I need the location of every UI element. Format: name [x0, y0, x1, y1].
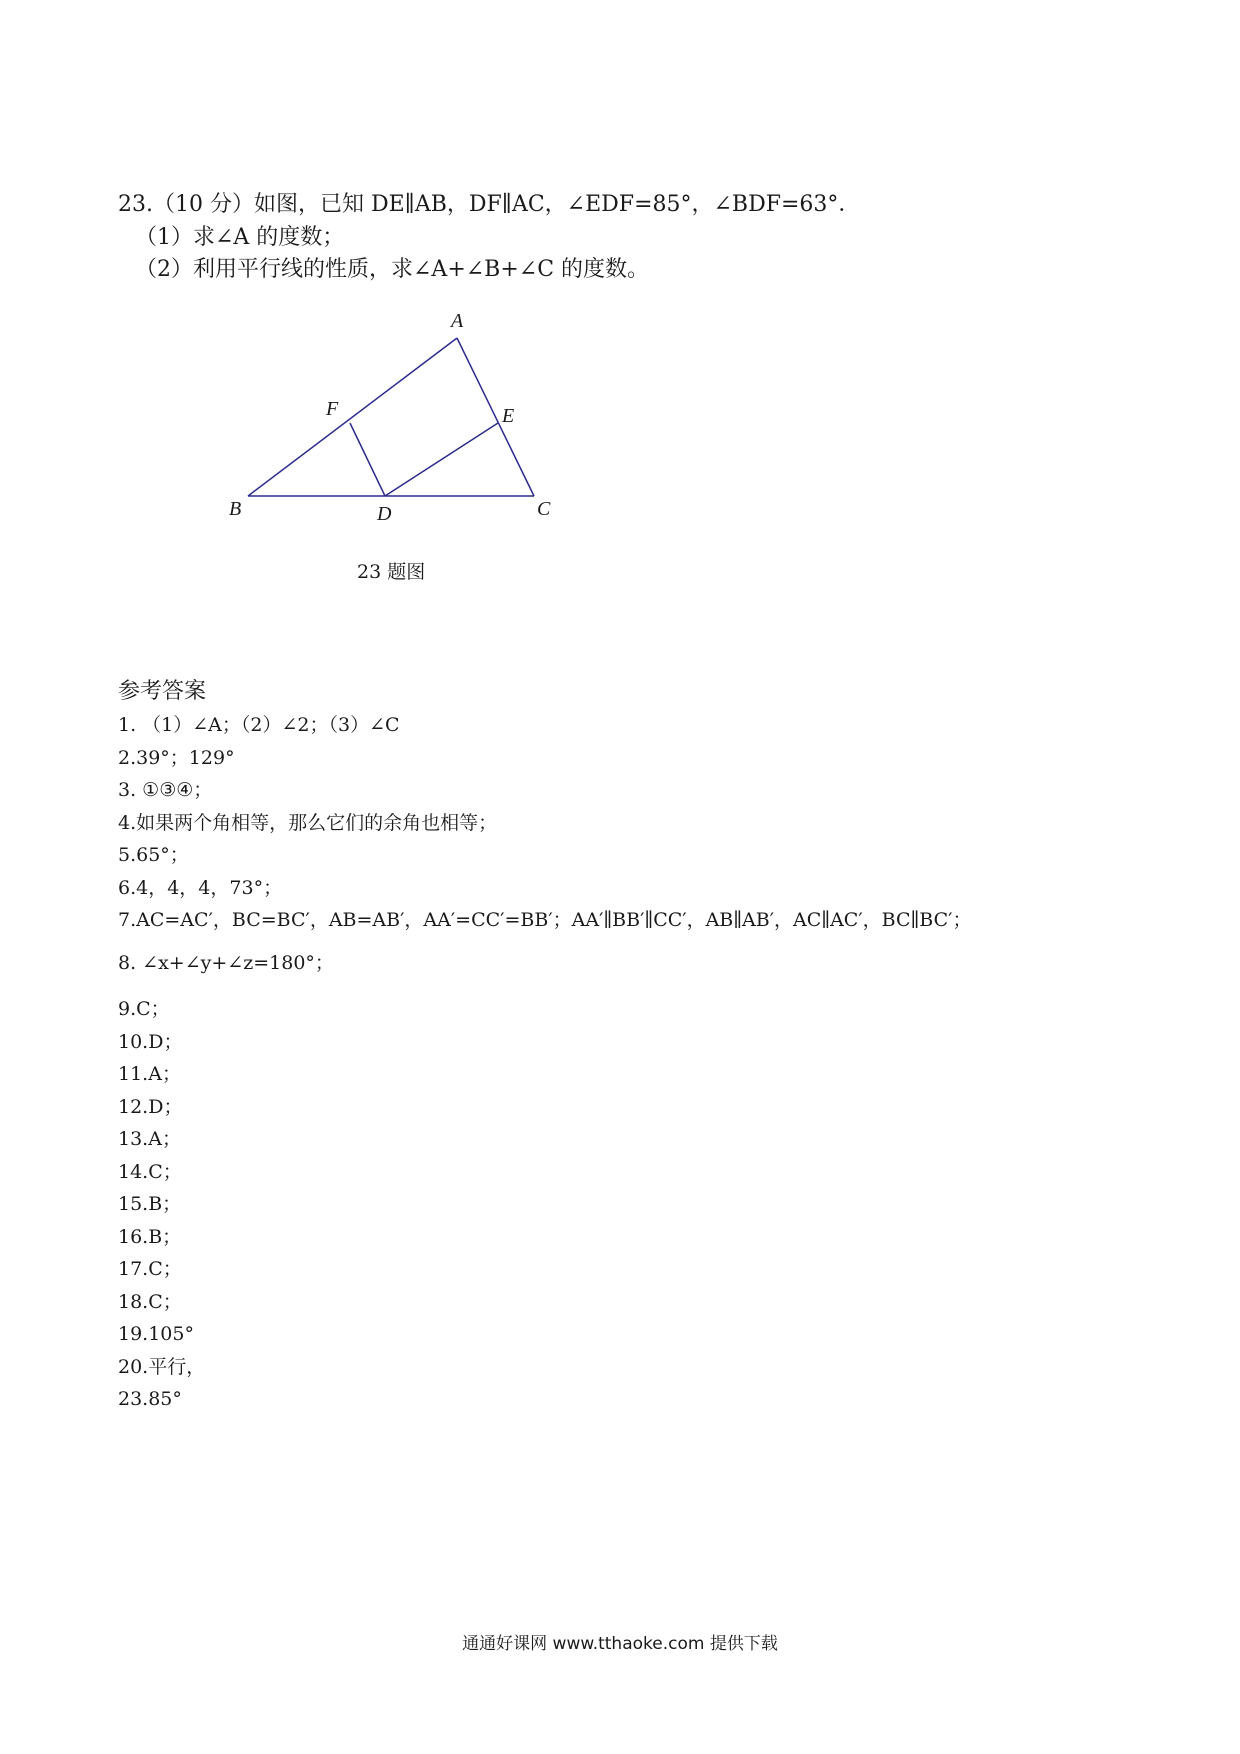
point-label-A: A — [451, 310, 464, 332]
question-part-1: （1）求∠A 的度数； — [135, 225, 345, 250]
segment-AC — [457, 338, 534, 496]
point-label-C: C — [537, 498, 551, 520]
triangle-diagram — [215, 305, 575, 535]
answer-item: 12.D； — [118, 1095, 183, 1118]
page-footer: 通通好课网 www.tthaoke.com 提供下载 — [462, 1634, 778, 1654]
answer-item: 1. （1）∠A；（2）∠2；（3）∠C — [118, 714, 400, 736]
segment-DE — [385, 423, 498, 496]
point-label-B: B — [229, 498, 242, 520]
figure-lines — [248, 338, 534, 496]
answer-item: 5.65°； — [118, 844, 189, 866]
answer-item: 6.4，4，4，73°； — [118, 876, 283, 899]
answer-key — [118, 674, 1138, 1416]
answer-item: 4.如果两个角相等，那么它们的余角也相等； — [118, 811, 498, 834]
question-part-2: （2）利用平行线的性质，求∠A+∠B+∠C 的度数。 — [135, 257, 650, 282]
answer-item: 15.B； — [118, 1193, 182, 1215]
question-title: 23.（10 分）如图，已知 DE∥AB，DF∥AC，∠EDF=85°，∠BDF=63°． — [118, 192, 861, 217]
answer-item: 18.C； — [118, 1290, 182, 1313]
segment-DF — [350, 423, 385, 496]
point-label-F: F — [326, 398, 339, 420]
answer-item: 23.85° — [118, 1388, 182, 1410]
answer-item: 10.D； — [118, 1030, 183, 1053]
answer-item: 13.A； — [118, 1128, 181, 1150]
segment-BA — [248, 338, 457, 496]
answer-item: 7.AC=AC′，BC=BC′，AB=AB′，AA′=CC′=BB′；AA′∥BB′∥CC′，AB∥AB′，AC∥AC′，BC∥BC′； — [118, 909, 972, 931]
answer-item: 8. ∠x+∠y+∠z=180°； — [118, 951, 334, 974]
triangle-figure — [215, 305, 575, 535]
answer-item: 14.C； — [118, 1160, 182, 1183]
answer-key-title: 参考答案 — [118, 679, 207, 704]
answer-item: 11.A； — [118, 1063, 181, 1085]
point-label-D: D — [377, 503, 392, 525]
answer-item: 16.B； — [118, 1225, 182, 1248]
answer-item: 2.39°；129° — [118, 746, 235, 769]
answer-item: 9.C； — [118, 998, 170, 1020]
point-label-E: E — [502, 405, 515, 427]
answer-item: 3. ①③④； — [118, 779, 213, 801]
figure-caption: 23 题图 — [357, 561, 426, 583]
answer-item: 17.C； — [118, 1258, 182, 1280]
answer-item: 20.平行， — [118, 1355, 206, 1378]
answer-item: 19.105° — [118, 1323, 194, 1345]
